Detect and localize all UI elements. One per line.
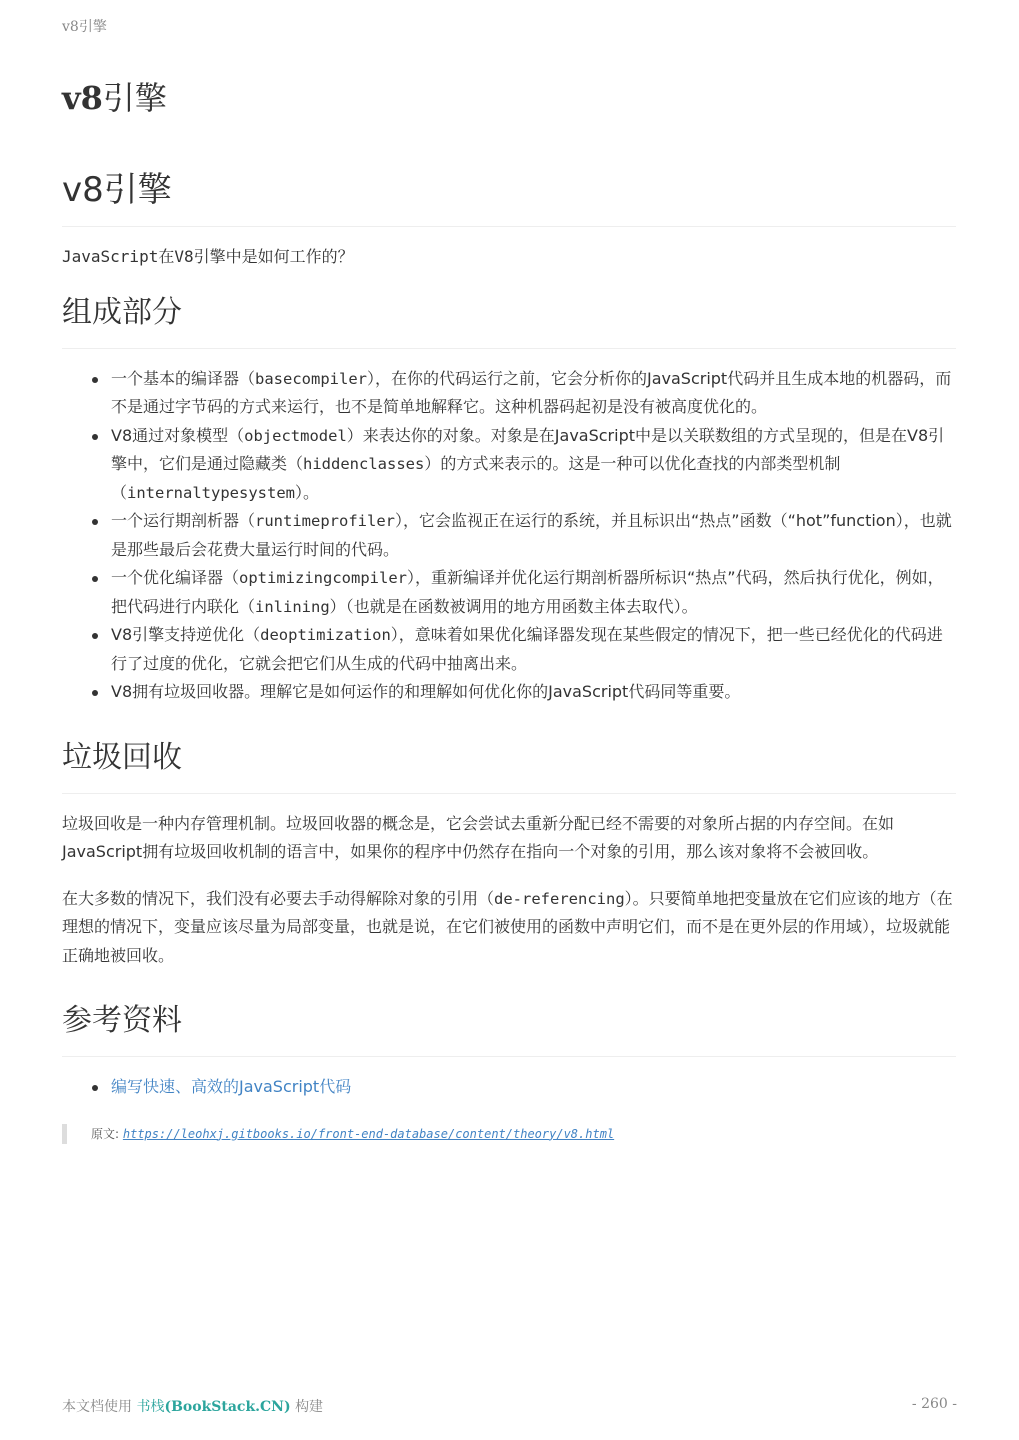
page-number: - 260 - xyxy=(911,1396,957,1412)
reference-link[interactable]: 编写快速、高效的JavaScript代码 xyxy=(111,1077,352,1096)
source-url-link[interactable]: https://leohxj.gitbooks.io/front-end-database/content/theory/v8.html xyxy=(122,1126,615,1141)
inline-code: optimizingcompiler xyxy=(239,569,407,587)
document-title xyxy=(62,78,167,118)
list-item: V8引擎支持逆优化（deoptimization），意味着如果优化编译器发现在某些假定的情况下，把一些已经优化的代码进行了过度的优化，它就会把它们从生成的代码中抽离出来。 xyxy=(111,621,956,678)
components-heading: 组成部分 xyxy=(62,290,956,349)
document-title-cjk: 引擎 xyxy=(102,79,167,117)
references-heading: 参考资料 xyxy=(62,998,956,1057)
document-title-latin: v8 xyxy=(62,79,103,117)
source-label: 原文: xyxy=(91,1126,120,1141)
article-body xyxy=(62,164,956,1144)
intro-paragraph: JavaScript在V8引擎中是如何工作的？ xyxy=(62,247,354,266)
inline-code: runtimeprofiler xyxy=(255,512,395,530)
components-list xyxy=(62,365,956,707)
gc-paragraph-1: 垃圾回收是一种内存管理机制。垃圾回收器的概念是，它会尝试去重新分配已经不需要的对象所占据的内存空间。在如JavaScript拥有垃圾回收机制的语言中，如果你的程序中仍然存在指向一个对象的引用，那么该对象将不会被回收。 xyxy=(62,813,895,861)
gc-heading: 垃圾回收 xyxy=(62,735,956,794)
footer-credit xyxy=(62,1396,323,1416)
list-item: V8拥有垃圾回收器。理解它是如何运作的和理解如何优化你的JavaScript代码同等重要。 xyxy=(111,678,956,707)
list-item xyxy=(111,1073,956,1102)
bookstack-brand-link[interactable]: 书栈(BookStack.CN) xyxy=(136,1399,291,1415)
list-item: 一个优化编译器（optimizingcompiler），重新编译并优化运行期剖析器所标识“热点”代码，然后执行优化，例如，把代码进行内联化（inlining）（也就是在函数被调用的地方用函数主体去取代）。 xyxy=(111,564,956,621)
inline-code: internaltypesystem xyxy=(127,483,295,502)
list-item: V8通过对象模型（objectmodel）来表达你的对象。对象是在JavaScript中是以关联数组的方式呈现的，但是在V8引擎中，它们是通过隐藏类（hiddenclasses）的方式来表示的。这是一种可以优化查找的内部类型机制（internaltypesystem）。 xyxy=(111,422,956,508)
footer-prefix: 本文档使用 xyxy=(62,1399,132,1415)
footer-suffix: 构建 xyxy=(295,1399,324,1415)
references-list xyxy=(62,1073,956,1102)
inline-code: hiddenclasses xyxy=(303,455,425,473)
list-item: 一个基本的编译器（basecompiler），在你的代码运行之前，它会分析你的JavaScript代码并且生成本地的机器码，而不是通过字节码的方式来运行，也不是简单地解释它。这种机器码起初是没有被高度优化的。 xyxy=(111,365,956,422)
inline-code: objectmodel xyxy=(244,426,347,445)
inline-code: deoptimization xyxy=(260,626,391,644)
main-heading: v8引擎 xyxy=(62,164,956,227)
source-blockquote xyxy=(62,1124,956,1144)
list-item: 一个运行期剖析器（runtimeprofiler），它会监视正在运行的系统，并且标识出“热点”函数（“hot”function），也就是那些最后会花费大量运行时间的代码。 xyxy=(111,507,956,564)
inline-code: de-referencing xyxy=(494,889,625,908)
inline-code: inlining xyxy=(255,597,330,616)
gc-paragraph-2: 在大多数的情况下，我们没有必要去手动得解除对象的引用（de-referencing）。只要简单地把变量放在它们应该的地方（在理想的情况下，变量应该尽量为局部变量，也就是说，在它们被使用的函数中声明它们，而不是在更外层的作用域），垃圾就能正确地被回收。 xyxy=(62,888,953,965)
running-header: v8引擎 xyxy=(62,19,107,35)
inline-code: basecompiler xyxy=(255,369,367,388)
